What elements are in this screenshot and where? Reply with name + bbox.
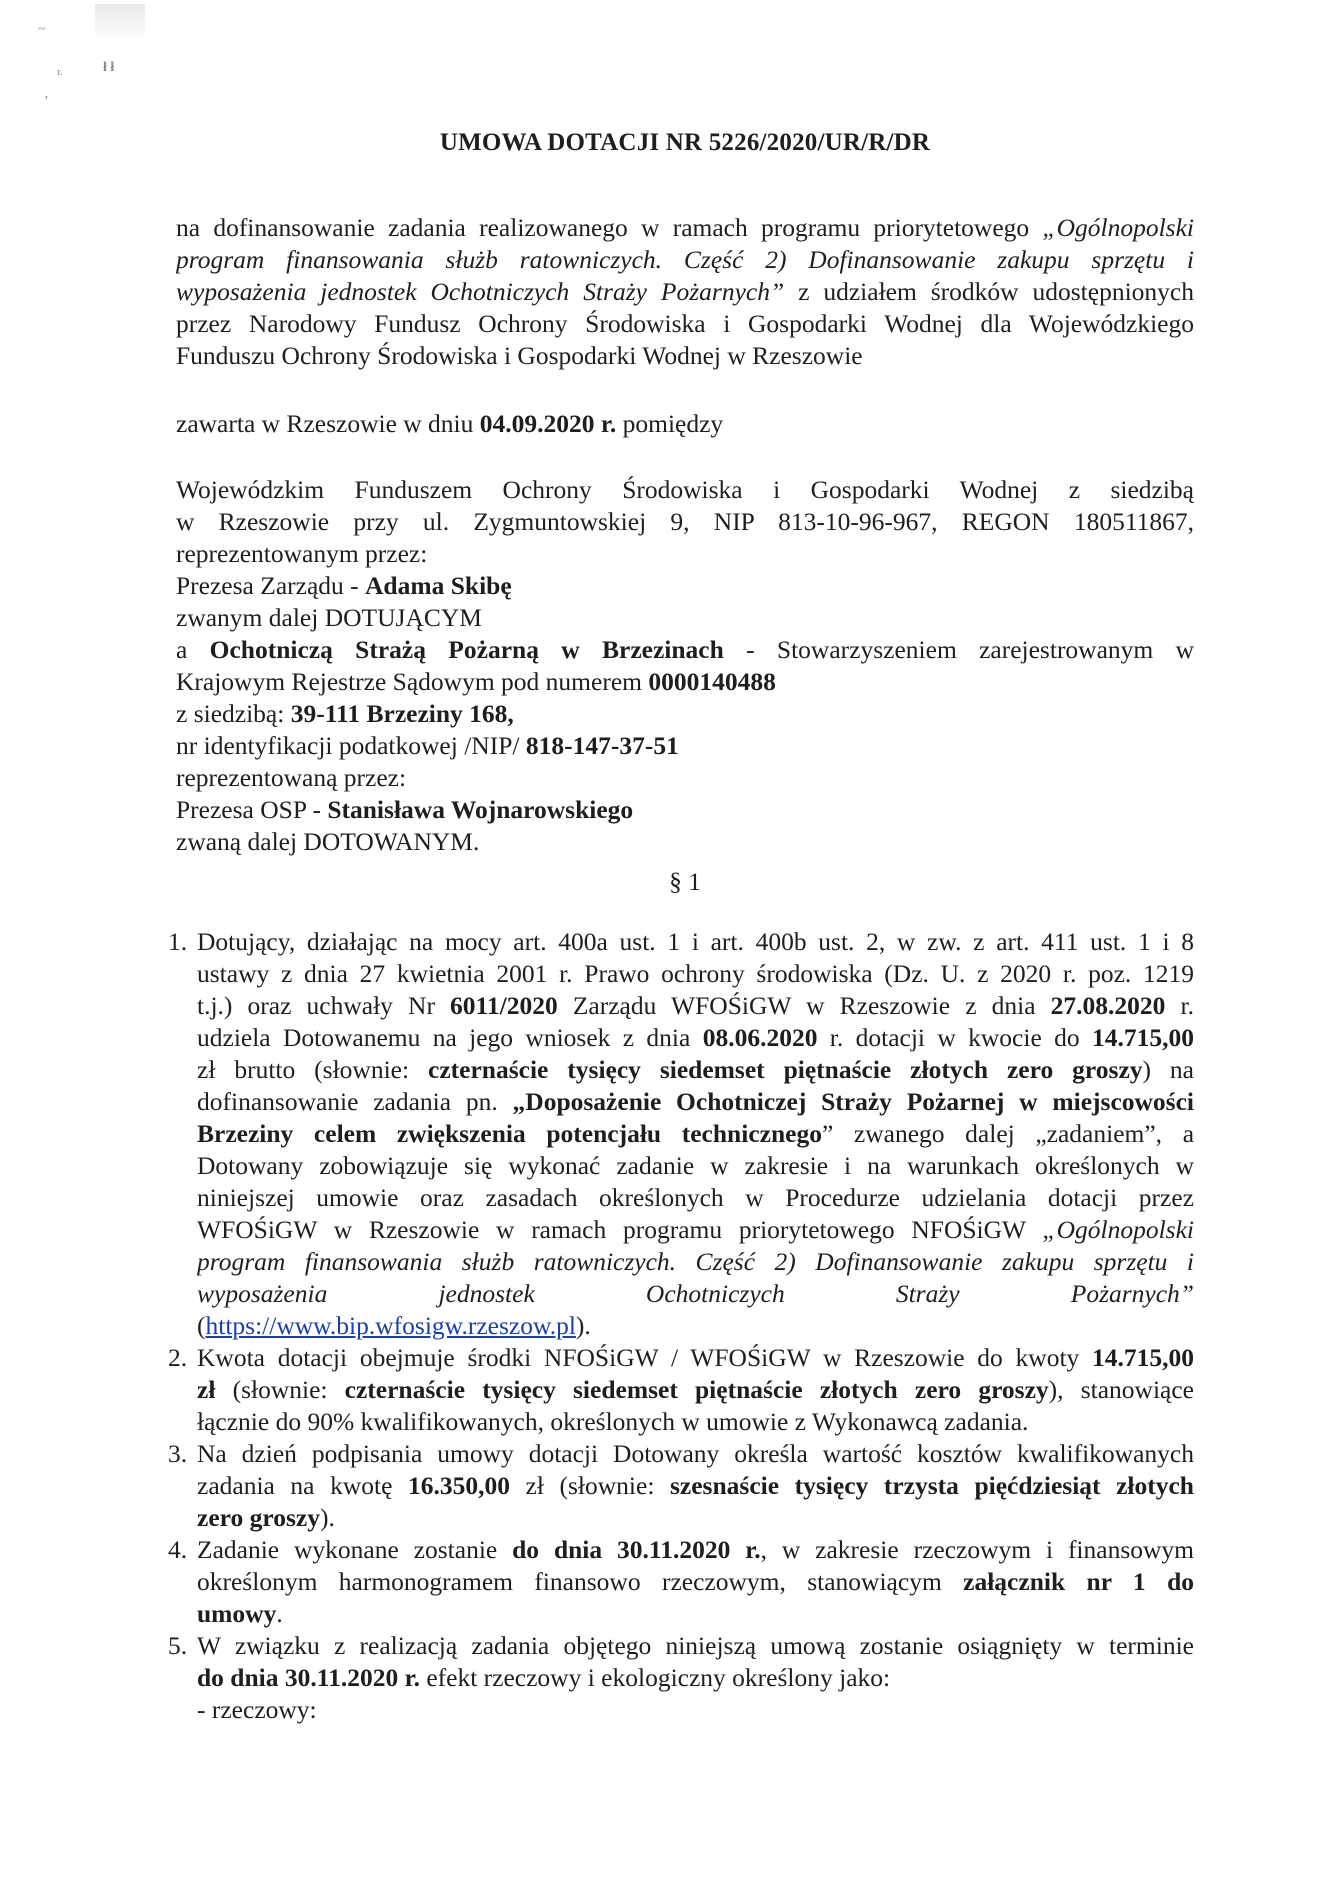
scan-mark: ł ł <box>103 60 115 75</box>
clause-4: 4. Zadanie wykonane zostanie do dnia 30.11.2020 r., w zakresie rzeczowym i finansowym określonym harmonogramem finansowo rzeczowym, stanowiącym załącznik nr 1 do umowy. <box>168 1535 1194 1628</box>
grantee-address: 39-111 Brzeziny 168, <box>290 699 514 728</box>
clause-3: 3. Na dzień podpisania umowy dotacji Dotowany określa wartość kosztów kwalifikowanych zadania na kwotę 16.350,00 zł (słownie: szesnaście tysięcy trzysta pięćdziesiąt złotych zero groszy). <box>168 1439 1194 1532</box>
scan-mark: r. <box>57 66 63 78</box>
scan-artifacts <box>0 0 200 120</box>
grantee-representative: Stanisława Wojnarowskiego <box>327 795 634 824</box>
grantee-nip: 818-147-37-51 <box>525 731 679 760</box>
intro-paragraph: na dofinansowanie zadania realizowanego w ramach programu priorytetowego „Ogólnopolski program finansowania służb ratowniczych. Część 2) Dofinansowanie zakupu sprzętu i wyposażenia jednostek Ochotniczych Straży Pożarnych” z udziałem środków udostępnionych przez Narodowy Fundusz Ochrony Środowiska i Gospodarki Wodnej dla Wojewódzkiego Funduszu Ochrony Środowiska i Gospodarki Wodnej w Rzeszowie <box>176 213 1194 370</box>
section-heading: § 1 <box>669 867 701 896</box>
grant-amount: 14.715,00 <box>1092 1023 1194 1052</box>
krs-number: 0000140488 <box>648 667 776 696</box>
scan-mark: ’ <box>44 94 49 109</box>
bip-link[interactable]: https://www.bip.wfosigw.rzeszow.pl <box>205 1311 576 1340</box>
scan-mark: ~ <box>38 22 46 37</box>
contract-date: 04.09.2020 r. <box>479 409 617 438</box>
grantor-representative: Adama Skibę <box>365 571 512 600</box>
document-title: UMOWA DOTACJI NR 5226/2020/UR/R/DR <box>439 129 931 156</box>
grantee-party: a Ochotniczą Strażą Pożarną w Brzezinach - Stowarzyszeniem zarejestrowanym w Krajowym Rejestrze Sądowym pod numerem 0000140488 z siedzibą: 39-111 Brzeziny 168, nr identyfikacji podatkowej /NIP/ 818-147-37-51 reprezentowaną przez: Prezesa OSP - Stanisława Wojnarowskiego zwaną dalej DOTOWANYM. <box>176 635 1194 856</box>
clause-2: 2. Kwota dotacji obejmuje środki NFOŚiGW / WFOŚiGW w Rzeszowie do kwoty 14.715,00 zł (słownie: czternaście tysięcy siedemset piętnaście złotych zero groszy), stanowiące łącznie do 90% kwalifikowanych, określonych w umowie z Wykonawcą zadania. <box>168 1343 1194 1436</box>
eligible-costs: 16.350,00 <box>407 1471 510 1500</box>
scan-shadow <box>95 4 145 44</box>
concluded-line: zawarta w Rzeszowie w dniu 04.09.2020 r. pomiędzy <box>176 409 724 438</box>
clause-5: 5. W związku z realizacją zadania objętego niniejszą umową zostanie osiągnięty w terminie do dnia 30.11.2020 r. efekt rzeczowy i ekologiczny określony jako: - rzeczowy: <box>168 1631 1194 1724</box>
clause-1: 1. Dotujący, działając na mocy art. 400a ust. 1 i art. 400b ust. 2, w zw. z art. 411 ust. 1 i 8 ustawy z dnia 27 kwietnia 2001 r. Prawo ochrony środowiska (Dz. U. z 2020 r. poz. 1219 t.j.) oraz uchwały Nr 6011/2020 Zarządu WFOŚiGW w Rzeszowie z dnia 27.08.2020 r. udziela Dotowanemu na jego wniosek z dnia 08.06.2020 r. dotacji w kwocie do 14.715,00 zł brutto (słownie: czternaście tysięcy siedemset piętnaście złotych zero groszy) na dofinansowanie zadania pn. „Doposażenie Ochotniczej Straży Pożarnej w miejscowości Brzeziny celem zwiększenia potencjału technicznego” zwanego dalej „zadaniem”, a Dotowany zobowiązuje się wykonać zadanie w zakresie i na warunkach określonych w niniejszej umowie oraz zasadach określonych w Procedurze udzielania dotacji przez WFOŚiGW w Rzeszowie w ramach programu priorytetowego NFOŚiGW „Ogólnopolski program finansowania służb ratowniczych. Część 2) Dofinansowanie zakupu sprzętu i wyposażenia jednostek Ochotniczych Straży Pożarnych” (https://www.bip.wfosigw.rzeszow.pl). <box>168 927 1194 1340</box>
clauses-list <box>168 926 1194 1726</box>
task-name: „Doposażenie Ochotniczej Straży Pożarnej w miejscowości <box>512 1087 1194 1116</box>
grantor-party: Wojewódzkim Funduszem Ochrony Środowiska i Gospodarki Wodnej z siedzibą w Rzeszowie przy ul. Zygmuntowskiej 9, NIP 813-10-96-967, REGON 180511867, reprezentowanym przez: Prezesa Zarządu - Adama Skibę zwanym dalej DOTUJĄCYM <box>176 475 1194 632</box>
completion-deadline: do dnia 30.11.2020 r. <box>512 1535 761 1564</box>
grantee-name: Ochotniczą Strażą Pożarną w Brzezinach <box>209 635 724 664</box>
